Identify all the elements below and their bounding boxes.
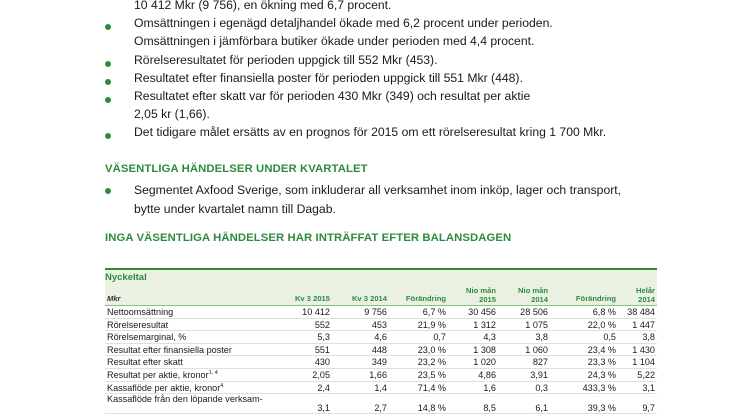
table-cell: 430 — [314, 357, 330, 368]
table-cell: 5,22 — [637, 369, 655, 380]
header-change-q: Förändring — [405, 294, 446, 303]
table-cell: 551 — [314, 344, 330, 355]
table-cell: 3,8 — [642, 332, 655, 343]
table-cell: 448 — [371, 344, 387, 355]
bullet-text: Resultatet efter finansiella poster för perioden uppgick till 551 Mkr (448). — [134, 70, 523, 85]
table-cell: 5,3 — [317, 332, 330, 343]
table-cell: 349 — [371, 357, 387, 368]
table-cell: 1 104 — [632, 357, 655, 368]
table-cell: 1 060 — [525, 344, 548, 355]
header-full-year-2014: Helår 2014 — [636, 286, 655, 304]
table-cell: 1,66 — [369, 369, 387, 380]
table-cell: 4,86 — [478, 369, 496, 380]
header-change-nine: Förändring — [575, 294, 616, 303]
row-label — [107, 382, 223, 395]
bullet-dot — [105, 97, 111, 103]
table-cell: 38 484 — [627, 307, 655, 317]
table-row — [105, 394, 657, 414]
table-cell: 30 456 — [468, 307, 496, 317]
table-row — [105, 319, 657, 332]
table-cell: 3,91 — [530, 369, 548, 380]
table-cell: 6,8 % — [592, 307, 616, 317]
bullet-text: Resultatet efter skatt var för perioden 430 Mkr (349) och resultat per aktie — [134, 89, 531, 103]
table-cell: 10 412 — [302, 307, 330, 317]
header-nine-2014: Nio mån 2014 — [518, 286, 548, 304]
section-heading-events-quarter: VÄSENTLIGA HÄNDELSER UNDER KVARTALET — [105, 163, 368, 175]
row-label-text: Resultat efter finansiella poster — [107, 344, 232, 355]
table-cell: 827 — [532, 357, 548, 368]
row-label-text: Nettoomsättning — [107, 307, 174, 317]
table-cell: 0,7 — [433, 332, 446, 343]
row-label — [107, 331, 186, 344]
table-cell: 24,3 % — [587, 369, 616, 380]
table-header-row — [105, 286, 657, 306]
table-cell: 1,4 — [374, 382, 387, 393]
table-cell: 4,3 — [483, 332, 496, 343]
table-cell: 1,6 — [483, 382, 496, 393]
table-cell: 3,1 — [642, 382, 655, 393]
bullet-dot — [105, 79, 111, 85]
bullet-dot — [105, 24, 111, 30]
row-label — [107, 394, 263, 404]
table-body — [105, 306, 657, 414]
table-cell: 23,3 % — [587, 357, 616, 368]
table-row — [105, 306, 657, 319]
table-cell: 1 430 — [632, 344, 655, 355]
footnote-ref: 4 — [220, 382, 224, 389]
table-cell: 21,9 % — [417, 319, 446, 330]
table-cell: 23,0 % — [417, 344, 446, 355]
table-cell: 1 447 — [632, 319, 655, 330]
table-row — [105, 331, 657, 344]
table-cell: 39,3 % — [587, 403, 616, 414]
row-label-text: Rörelseresultat — [107, 319, 169, 330]
bullet-dot — [105, 61, 111, 67]
row-label — [107, 356, 183, 369]
table-cell: 6,1 — [535, 403, 548, 414]
bullet-text: Omsättningen i jämförbara butiker ökade under perioden med 4,4 procent. — [134, 34, 535, 49]
row-label — [107, 369, 218, 382]
table-cell: 23,5 % — [417, 369, 446, 380]
bullet-dot — [105, 188, 111, 194]
header-nine-2015: Nio mån 2015 — [466, 286, 496, 304]
row-label-text: Kassaflöde från den löpande verksam- — [107, 394, 263, 405]
table-cell: 9,7 — [642, 403, 655, 414]
header-q3-2014: Kv 3 2014 — [351, 294, 387, 303]
table-row — [105, 344, 657, 357]
table-cell: 453 — [371, 319, 387, 330]
row-label-text: Resultat efter skatt — [107, 357, 183, 368]
row-label — [107, 306, 173, 319]
table-row — [105, 369, 657, 382]
table-cell: 1 308 — [473, 344, 496, 355]
table-cell: 23,4 % — [587, 344, 616, 355]
row-label — [107, 344, 232, 357]
table-cell: 2,4 — [317, 382, 330, 393]
bullet-text: bytte under kvartalet namn till Dagab. — [134, 202, 336, 216]
table-cell: 71,4 % — [417, 382, 446, 393]
row-label — [107, 319, 168, 332]
table-cell: 3,8 — [535, 332, 548, 343]
section-heading-after-balance-date: INGA VÄSENTLIGA HÄNDELSER HAR INTRÄFFAT EFTER BALANSDAGEN — [105, 232, 512, 244]
table-cell: 6,7 % — [422, 307, 446, 317]
table-cell: 8,5 — [483, 403, 496, 414]
table-row — [105, 382, 657, 395]
table-cell: 2,7 — [374, 403, 387, 414]
table-cell: 1 075 — [525, 319, 548, 330]
table-row — [105, 356, 657, 369]
table-cell: 14,8 % — [417, 403, 446, 414]
row-label-text: Kassaflöde per aktie, kronor — [107, 382, 221, 393]
table-cell: 4,6 — [374, 332, 387, 343]
row-label-text: Rörelsemarginal, % — [107, 332, 187, 343]
table-cell: 23,2 % — [417, 357, 446, 368]
key-figures-table — [105, 268, 657, 414]
header-q3-2015: Kv 3 2015 — [294, 294, 330, 303]
table-cell: 1 020 — [473, 357, 496, 368]
table-cell: 22,0 % — [587, 319, 616, 330]
bullet-text: Rörelseresultatet för perioden uppgick till 552 Mkr (453). — [134, 52, 438, 67]
bullet-text: 2,05 kr (1,66). — [134, 107, 210, 122]
table-cell: 2,05 — [312, 369, 330, 380]
header-mkr: Mkr — [107, 294, 121, 303]
table-cell: 0,3 — [535, 382, 548, 393]
table-title: Nyckeltal — [105, 270, 657, 286]
table-cell: 28 506 — [520, 307, 548, 317]
row-label-text: Resultat per aktie, kronor — [107, 369, 209, 380]
table-cell: 1 312 — [473, 319, 496, 330]
bullet-text: Det tidigare målet ersätts av en prognos för 2015 om ett rörelseresultat kring 1 700 Mkr. — [134, 125, 607, 140]
table-cell: 552 — [314, 319, 330, 330]
bullet-text: 10 412 Mkr (9 756), en ökning med 6,7 procent. — [134, 0, 392, 12]
bullet-text: Omsättningen i egenägd detaljhandel ökade med 6,2 procent under perioden. — [134, 16, 553, 31]
bullet-text: Segmentet Axfood Sverige, som inkluderar all verksamhet inom inköp, lager och transport, — [134, 183, 622, 197]
table-cell: 0,5 — [603, 332, 616, 343]
footnote-ref: 1, 4 — [208, 369, 218, 376]
bullet-dot — [105, 133, 111, 139]
table-cell: 3,1 — [317, 403, 330, 414]
table-cell: 433,3 % — [582, 382, 616, 393]
table-cell: 9 756 — [364, 307, 387, 317]
